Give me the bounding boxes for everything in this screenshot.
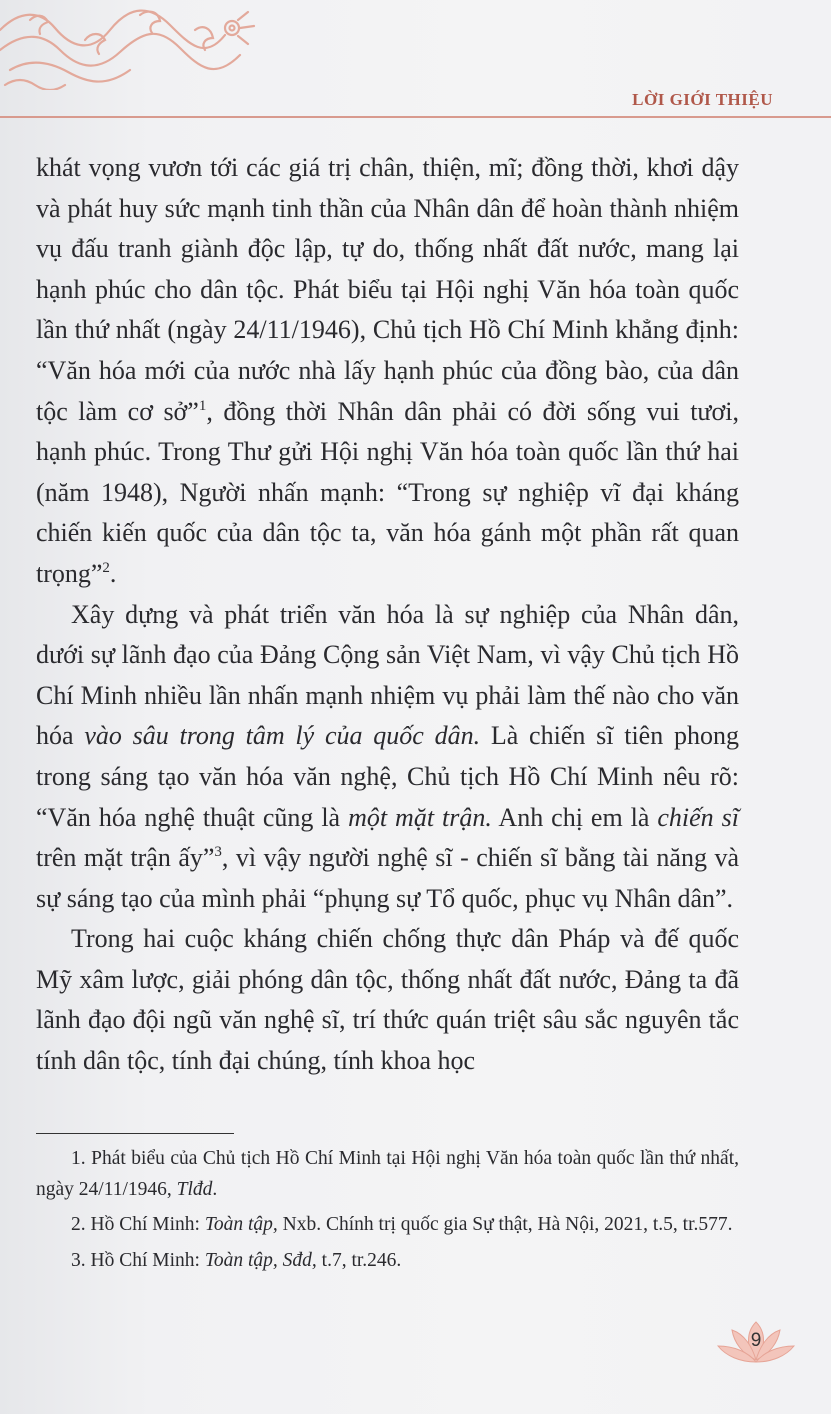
emphasis-text: một mặt trận.	[348, 802, 492, 832]
footnote-divider	[36, 1133, 234, 1134]
footnote-ref-1: 1	[198, 397, 207, 414]
footnote-text-end: .	[212, 1178, 218, 1200]
paragraph-2-text-cont: Là chiến sĩ tiên phong trong sáng tạo văn hóa văn nghệ, Chủ tịch Hồ Chí Minh nêu rõ: “Văn hóa nghệ thuật cũng là	[36, 721, 739, 832]
footnote-text: 1. Phát biểu của Chủ tịch Hồ Chí Minh tại Hội nghị Văn hóa toàn quốc lần thứ nhất, ngày 24/11/1946,	[36, 1148, 739, 1200]
page-number: 9	[750, 1330, 762, 1351]
body-text	[36, 148, 739, 1082]
footnote-3	[36, 1246, 739, 1277]
footnote-1	[36, 1144, 739, 1205]
footnote-emphasis: Toàn tập,	[204, 1214, 278, 1235]
footnote-emphasis: Toàn tập, Sđd,	[204, 1249, 317, 1271]
footnote-2	[36, 1210, 739, 1241]
paragraph-2-text-cont: Anh chị em là	[491, 802, 658, 832]
paragraph-3-text: Trong hai cuộc kháng chiến chống thực dân Pháp và đế quốc Mỹ xâm lược, giải phóng dân tộc, thống nhất đất nước, Đảng ta đã lãnh đạo đội ngũ văn nghệ sĩ, trí thức quán triệt sâu sắc nguyên tắc tính dân tộc, tính đại chúng, tính khoa học	[36, 924, 739, 1076]
footnote-emphasis: Tlđd	[176, 1178, 213, 1200]
footnote-text: 3. Hồ Chí Minh:	[71, 1249, 205, 1271]
paragraph-1	[36, 148, 739, 595]
paragraph-2-text: Xây dựng và phát triển văn hóa là sự nghiệp của Nhân dân, dưới sự lãnh đạo của Đảng Cộng sản Việt Nam, vì vậy Chủ tịch Hồ Chí Minh nhiều lần nhấn mạnh nhiệm vụ phải làm thế nào cho văn hóa	[36, 599, 739, 751]
paragraph-1-text-cont: , đồng thời Nhân dân phải có đời sống vui tươi, hạnh phúc. Trong Thư gửi Hội nghị Văn hóa toàn quốc lần thứ hai (năm 1948), Người nhấn mạnh: “Trong sự nghiệp vĩ đại kháng chiến kiến quốc của dân tộc ta, văn hóa gánh một phần rất quan trọng”	[36, 396, 739, 588]
paragraph-1-text: khát vọng vươn tới các giá trị chân, thiện, mĩ; đồng thời, khơi dậy và phát huy sức mạnh tinh thần của Nhân dân để hoàn thành nhiệm vụ đấu tranh giành độc lập, tự do, thống nhất đất nước, mang lại hạnh phúc cho dân tộc. Phát biểu tại Hội nghị Văn hóa toàn quốc lần thứ nhất (ngày 24/11/1946), Chủ tịch Hồ Chí Minh khẳng định: “Văn hóa mới của nước nhà lấy hạnh phúc của đồng bào, của dân tộc làm cơ sở”	[36, 153, 739, 426]
paragraph-1-end: .	[109, 558, 117, 588]
emphasis-text: vào sâu trong tâm lý của quốc dân.	[84, 721, 481, 751]
paragraph-2	[36, 595, 739, 920]
paragraph-2-end: , vì vậy người nghệ sĩ - chiến sĩ bằng tài năng và sự sáng tạo của mình phải “phụng sự Tổ quốc, phục vụ Nhân dân”.	[36, 843, 739, 913]
footnote-text: 2. Hồ Chí Minh:	[71, 1214, 205, 1235]
footnote-ref-3: 3	[214, 844, 222, 861]
footnote-text-end: t.7, tr.246.	[316, 1249, 402, 1271]
emphasis-text: chiến sĩ	[657, 802, 739, 832]
dragon-ornament-icon	[0, 0, 260, 90]
running-header-title: LỜI GIỚI THIỆU	[632, 90, 773, 109]
paragraph-2-text-cont: trên mặt trận ấy”	[36, 843, 215, 873]
footnotes	[36, 1144, 739, 1276]
header-divider	[0, 116, 831, 118]
paragraph-3	[36, 919, 739, 1081]
footnote-ref-2: 2	[102, 559, 110, 576]
footnote-text-end: Nxb. Chính trị quốc gia Sự thật, Hà Nội, 2021, t.5, tr.577.	[277, 1214, 733, 1235]
page-number-badge	[716, 1318, 796, 1368]
